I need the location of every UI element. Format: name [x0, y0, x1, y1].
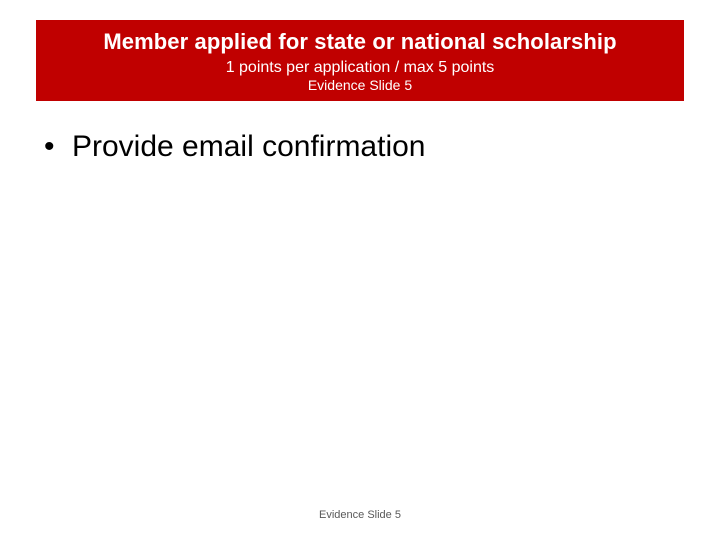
bullet-list	[44, 128, 425, 166]
slide-footer: Evidence Slide 5	[319, 509, 401, 521]
slide-subtitle: 1 points per application / max 5 points	[225, 59, 495, 76]
list-item	[44, 128, 425, 166]
bullet-text: Provide email confirmation	[72, 130, 426, 163]
header-banner	[36, 20, 684, 101]
slide-caption: Evidence Slide 5	[307, 77, 413, 93]
slide-title: Member applied for state or national scholarship	[103, 29, 617, 54]
bullet-icon: •	[44, 130, 55, 163]
